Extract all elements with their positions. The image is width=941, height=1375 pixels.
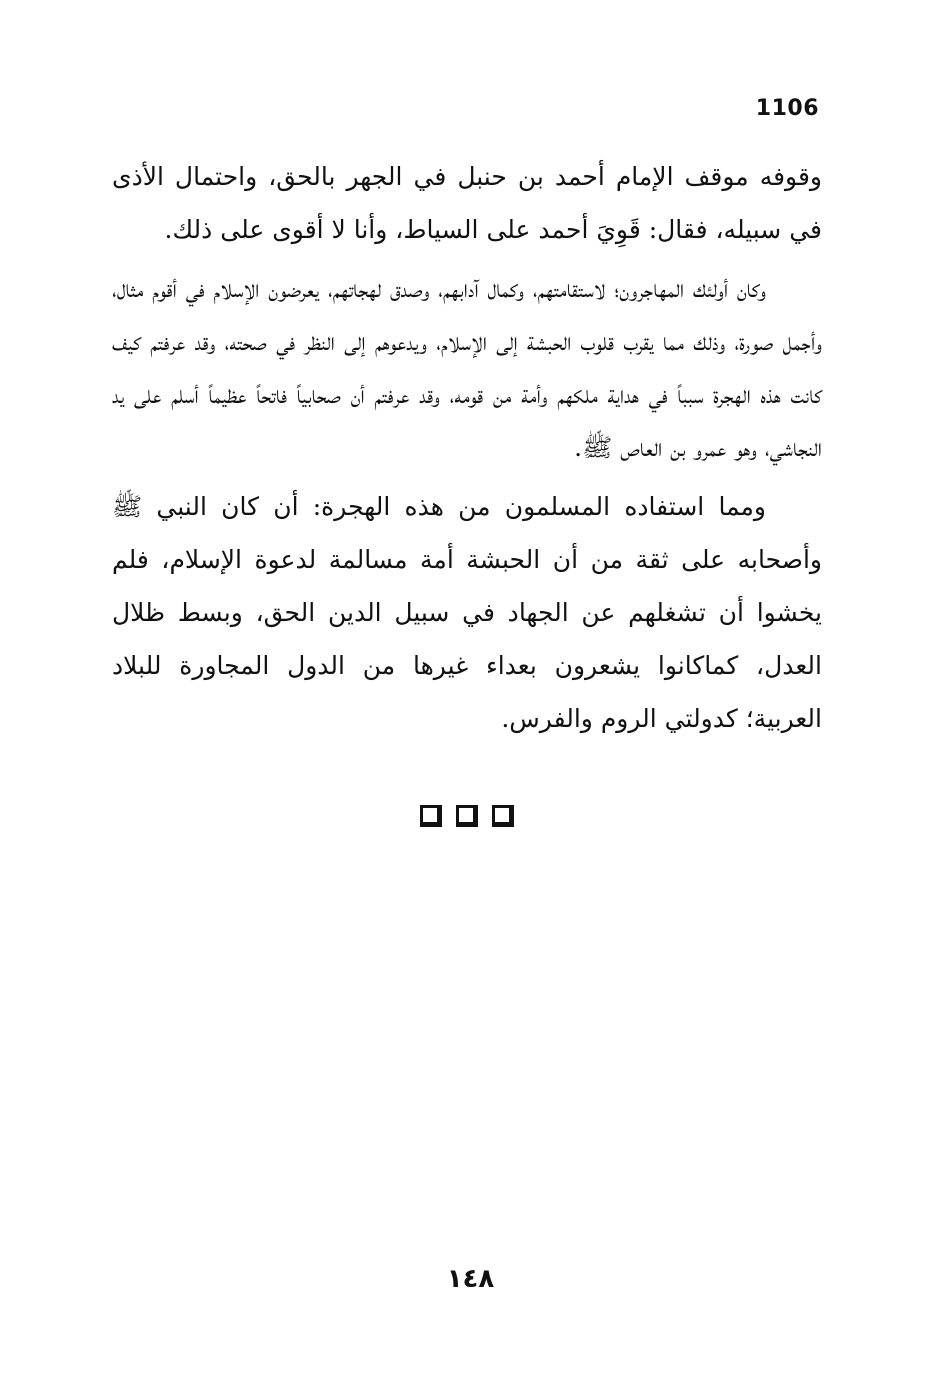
bottom-page-number: ١٤٨ bbox=[446, 1264, 495, 1294]
paragraph-emigrants: وكان أولئك المهاجرون؛ لاستقامتهم، وكمال آدابهم، وصدق لهجاتهم، يعرضون الإسلام في أقوم مثال، وأجمل صورة، وذلك مما يقرب قلوب الحبشة إلى الإسلام، ويدعوهم إلى النظر في صحته، وقد عرفتم كيف كانت هذه الهجرة سبباً في هداية ملكهم وأمة من قومه، وقد عرفتم أن صحابياً فاتحاً عظيماً أسلم على يد النجاشي، وهو عمرو بن العاص ﷺ. bbox=[112, 274, 822, 462]
square-ornament-icon bbox=[456, 805, 478, 827]
paragraph-continuation: وقوفه موقف الإمام أحمد بن حنبل في الجهر بالحق، واحتمال الأذى في سبيله، فقال: قَوِيَ أحمد على السياط، وأنا لا أقوى على ذلك. bbox=[112, 162, 822, 244]
top-page-number: 1106 bbox=[755, 96, 819, 121]
paragraph-benefits: ومما استفاده المسلمون من هذه الهجرة: أن كان النبي ﷺ وأصحابه على ثقة من أن الحبشة أمة مسالمة لدعوة الإسلام، فلم يخشوا أن تشغلهم عن الجهاد في سبيل الدين الحق، وبسط ظلال العدل، كماكانوا يشعرون بعداء غيرها من الدول المجاورة للبلاد العربية؛ كدولتي الروم والفرس. bbox=[112, 492, 822, 733]
body-text bbox=[112, 150, 822, 751]
square-ornament-icon bbox=[420, 805, 442, 827]
section-end-ornament bbox=[420, 805, 514, 827]
square-ornament-icon bbox=[492, 805, 514, 827]
